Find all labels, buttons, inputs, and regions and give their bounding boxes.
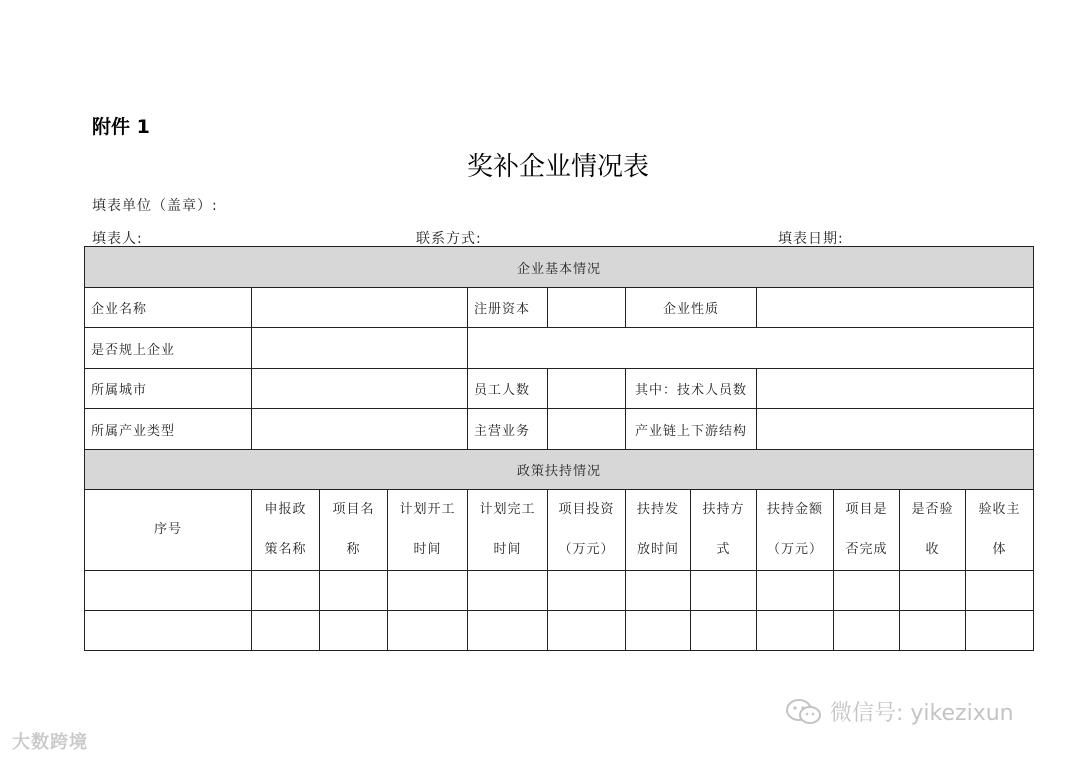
attachment-label: 附件 1 <box>92 116 150 138</box>
header-accepted: 是否验 收 <box>900 490 966 571</box>
label-industry-type: 所属产业类型 <box>85 409 252 450</box>
table-cell[interactable] <box>900 611 966 651</box>
cell-company-name[interactable] <box>252 288 468 328</box>
company-info-table <box>84 246 1034 651</box>
header-planned-finish: 计划完工 时间 <box>468 490 548 571</box>
wechat-icon <box>784 697 824 727</box>
cell-industry-type[interactable] <box>252 409 468 450</box>
section-policy-support: 政策扶持情况 <box>85 450 1034 490</box>
label-employees: 员工人数 <box>468 369 548 409</box>
table-cell[interactable] <box>252 571 320 611</box>
table-cell[interactable] <box>85 611 252 651</box>
fill-unit-label: 填表单位（盖章）: <box>92 198 218 214</box>
table-cell[interactable] <box>966 571 1034 611</box>
header-policy-name: 申报政 策名称 <box>252 490 320 571</box>
table-cell[interactable] <box>834 611 900 651</box>
table-cell[interactable] <box>691 571 757 611</box>
label-company-nature: 企业性质 <box>626 288 757 328</box>
section-basic-info: 企业基本情况 <box>85 247 1034 288</box>
header-project-name: 项目名 称 <box>320 490 388 571</box>
label-city: 所属城市 <box>85 369 252 409</box>
cell-registered-capital[interactable] <box>548 288 626 328</box>
contact-label: 联系方式: <box>416 231 482 247</box>
header-support-amount: 扶持金额 （万元） <box>757 490 834 571</box>
header-project-investment: 项目投资 （万元） <box>548 490 626 571</box>
table-cell[interactable] <box>388 571 468 611</box>
table-cell[interactable] <box>691 611 757 651</box>
label-registered-capital: 注册资本 <box>468 288 548 328</box>
cell-company-nature[interactable] <box>757 288 1034 328</box>
table-cell[interactable] <box>757 611 834 651</box>
table-cell[interactable] <box>85 571 252 611</box>
cell-supply-chain[interactable] <box>757 409 1034 450</box>
filler-label: 填表人: <box>92 231 143 247</box>
cell-above-scale-extra[interactable] <box>468 328 1034 369</box>
cell-above-scale[interactable] <box>252 328 468 369</box>
watermark-left-text: 大数跨境 <box>12 732 88 753</box>
label-main-business: 主营业务 <box>468 409 548 450</box>
cell-tech-staff[interactable] <box>757 369 1034 409</box>
table-cell[interactable] <box>468 571 548 611</box>
header-serial-no: 序号 <box>85 490 252 571</box>
table-row <box>85 571 1034 611</box>
table-cell[interactable] <box>900 571 966 611</box>
watermark-right-text: 微信号: yikezixun <box>830 701 1014 726</box>
header-project-completed: 项目是 否完成 <box>834 490 900 571</box>
label-supply-chain: 产业链上下游结构 <box>626 409 757 450</box>
watermark-right <box>784 696 1014 727</box>
table-cell[interactable] <box>388 611 468 651</box>
header-support-method: 扶持方 式 <box>691 490 757 571</box>
table-cell[interactable] <box>966 611 1034 651</box>
cell-city[interactable] <box>252 369 468 409</box>
header-acceptance-body: 验收主 体 <box>966 490 1034 571</box>
table-cell[interactable] <box>320 611 388 651</box>
label-above-scale: 是否规上企业 <box>85 328 252 369</box>
table-row <box>85 611 1034 651</box>
table-cell[interactable] <box>626 571 691 611</box>
cell-employees[interactable] <box>548 369 626 409</box>
table-cell[interactable] <box>548 571 626 611</box>
table-cell[interactable] <box>320 571 388 611</box>
label-company-name: 企业名称 <box>85 288 252 328</box>
table-cell[interactable] <box>252 611 320 651</box>
header-support-issue-time: 扶持发 放时间 <box>626 490 691 571</box>
table-cell[interactable] <box>757 571 834 611</box>
cell-main-business[interactable] <box>548 409 626 450</box>
table-cell[interactable] <box>468 611 548 651</box>
table-cell[interactable] <box>548 611 626 651</box>
header-planned-start: 计划开工 时间 <box>388 490 468 571</box>
form-title: 奖补企业情况表 <box>466 152 649 182</box>
table-cell[interactable] <box>626 611 691 651</box>
watermark-left <box>12 728 88 754</box>
fill-date-label: 填表日期: <box>778 231 844 247</box>
label-tech-staff: 其中：技术人员数 <box>626 369 757 409</box>
table-cell[interactable] <box>834 571 900 611</box>
